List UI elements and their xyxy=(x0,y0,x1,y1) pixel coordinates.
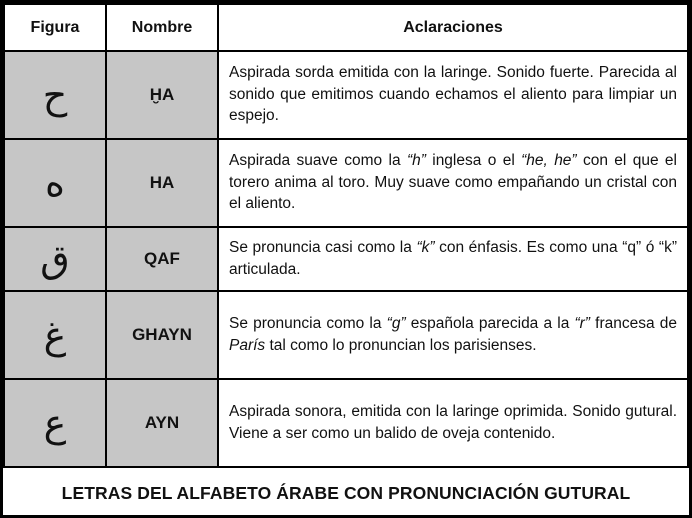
arabic-letter-glyph: غ xyxy=(43,313,67,357)
header-figure: Figura xyxy=(4,4,106,51)
notes-cell: Aspirada sonora, emitida con la laringe oprimida. Sonido gutural. Viene a ser como un balido de oveja contenido. xyxy=(218,379,688,467)
header-name: Nombre xyxy=(106,4,218,51)
pronunciation-table xyxy=(3,3,689,468)
name-cell: QAF xyxy=(106,227,218,291)
notes-cell: Aspirada suave como la “h” inglesa o el “he, he” con el que el torero anima al toro. Muy suave como empañando un cristal con el aliento. xyxy=(218,139,688,227)
arabic-letter-glyph: ق xyxy=(40,237,70,281)
notes-cell: Se pronuncia casi como la “k” con énfasis. Es como una “q” ó “k” articulada. xyxy=(218,227,688,291)
header-row xyxy=(4,4,688,51)
table-row xyxy=(4,227,688,291)
table-caption: LETRAS DEL ALFABETO ÁRABE CON PRONUNCIACIÓN GUTURAL xyxy=(61,482,631,503)
name-cell: AYN xyxy=(106,379,218,467)
figure-cell xyxy=(4,291,106,379)
name-cell: ḪA xyxy=(106,51,218,139)
table-row xyxy=(4,379,688,467)
figure-cell xyxy=(4,51,106,139)
figure-cell xyxy=(4,379,106,467)
arabic-letter-glyph: ع xyxy=(43,401,67,445)
figure-cell xyxy=(4,139,106,227)
arabic-letter-glyph: ه xyxy=(45,161,65,205)
arabic-letter-glyph: ح xyxy=(42,73,68,117)
name-cell: HA xyxy=(106,139,218,227)
notes-cell: Aspirada sorda emitida con la laringe. Sonido fuerte. Parecida al sonido que emitimos cuando echamos el aliento para limpiar un espejo. xyxy=(218,51,688,139)
table-row xyxy=(4,51,688,139)
notes-cell: Se pronuncia como la “g” española parecida a la “r” francesa de París tal como lo pronuncian los parisienses. xyxy=(218,291,688,379)
table-row xyxy=(4,291,688,379)
name-cell: GHAYN xyxy=(106,291,218,379)
header-notes: Aclaraciones xyxy=(218,4,688,51)
table-row xyxy=(4,139,688,227)
figure-cell xyxy=(4,227,106,291)
